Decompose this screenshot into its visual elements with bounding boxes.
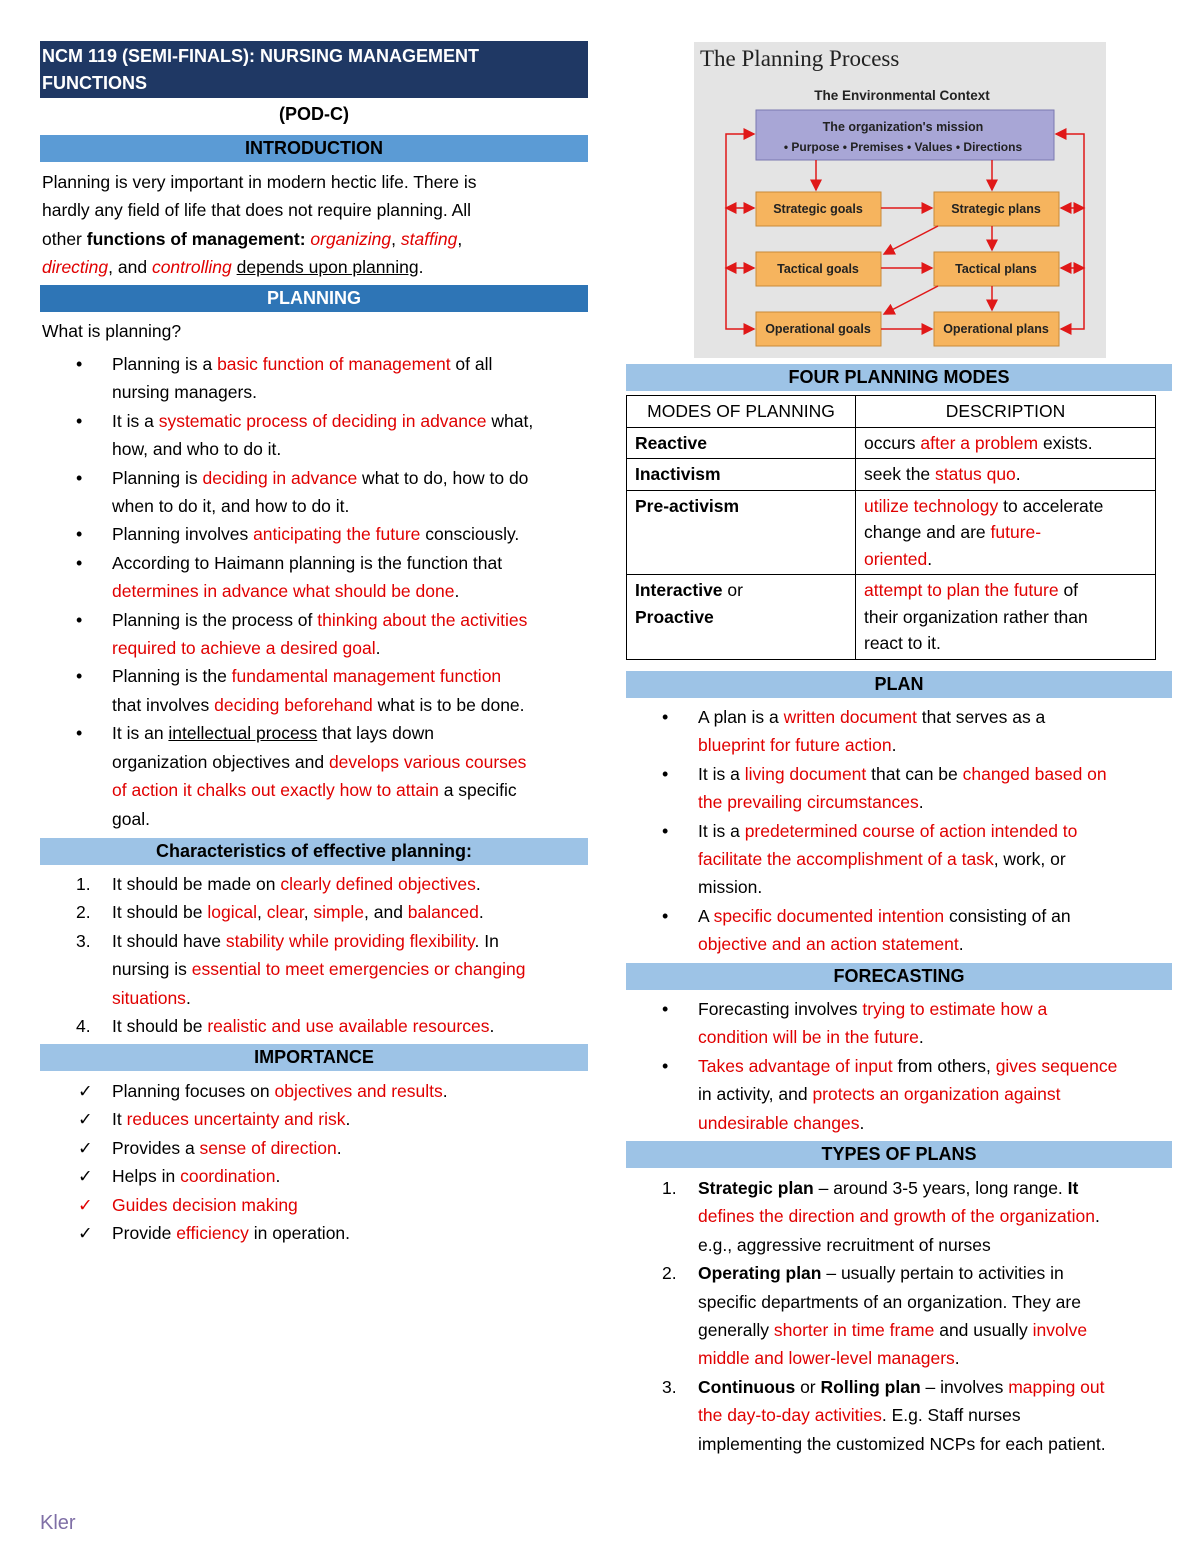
diagram-context: The Environmental Context (814, 88, 990, 103)
list-item: 2. Operating plan – usually pertain to activities in specific departments of an organization. They are generally shorter in time frame and usually involve middle and lower-level managers. (662, 1263, 1088, 1369)
list-item: • It is a predetermined course of action intended to facilitate the accomplishment of a task, work, or mission. (626, 817, 1186, 902)
text: depends upon planning (236, 257, 419, 278)
characteristics-heading: Characteristics of effective planning: (40, 838, 588, 865)
intro-line (42, 225, 588, 253)
table-header-row (627, 396, 1156, 428)
importance-heading: IMPORTANCE (40, 1044, 588, 1071)
checkmark-icon: ✓ (78, 1137, 93, 1158)
list-item: • Takes advantage of input from others, gives sequence in activity, and protects an organization against undesirable changes. (626, 1052, 1186, 1137)
checkmark-icon: ✓ (78, 1194, 93, 1215)
list-item: ✓ Provides a sense of direction. (40, 1134, 600, 1162)
importance-list (40, 1077, 600, 1247)
mission-items: • Purpose • Premises • Values • Directions (783, 140, 1023, 154)
list-item: • Planning is the process of thinking about the activities required to achieve a desired goal. (40, 606, 600, 663)
title-line-2: FUNCTIONS (42, 73, 147, 93)
document-title (40, 41, 588, 98)
footer-author: Kler (40, 1512, 76, 1534)
table-cell: occurs after a problem exists. (856, 427, 1156, 459)
plan-heading: PLAN (626, 671, 1172, 698)
list-item: ✓ Provide efficiency in operation. (40, 1219, 600, 1247)
list-item: 4. It should be realistic and use available resources. (76, 1016, 495, 1037)
list-item: • A plan is a written document that serves as a blueprint for future action. (626, 703, 1186, 760)
introduction-text (42, 168, 588, 282)
mission-label: The organization's mission (822, 120, 984, 134)
table-cell: utilize technology to accelerate change and are future- oriented. (856, 490, 1156, 575)
text: . (418, 257, 424, 278)
diagram-svg (694, 42, 1106, 358)
list-item: • Forecasting involves trying to estimate how a condition will be in the future. (626, 995, 1186, 1052)
list-item: • Planning is deciding in advance what to do, how to do when to do it, and how to do it. (40, 464, 600, 521)
table-row (627, 575, 1156, 660)
strategic-plans-label: Strategic plans (951, 202, 1041, 216)
list-item: • It is an intellectual process that lays down organization objectives and develops various courses of action it chalks out exactly how to attain a specific goal. (40, 719, 600, 833)
text: organizing (310, 228, 392, 249)
checkmark-icon: ✓ (78, 1081, 93, 1101)
subtitle: (POD-C) (279, 104, 349, 124)
table-row (627, 459, 1156, 491)
checkmark-icon: ✓ (78, 1166, 93, 1187)
text: controlling (151, 257, 232, 278)
intro-line (42, 253, 588, 281)
title-line-1: NCM 119 (SEMI-FINALS): NURSING MANAGEMENT (42, 46, 480, 66)
planning-bullets (40, 350, 600, 833)
table-cell: Inactivism (627, 459, 856, 491)
text: , (457, 228, 463, 249)
table-header: DESCRIPTION (856, 396, 1156, 428)
operational-plans-label: Operational plans (943, 322, 1049, 336)
list-item: 1. Strategic plan – around 3-5 years, long range. It defines the direction and growth of the organization. e.g., aggressive recruitment of nurses (662, 1178, 1100, 1255)
types-heading: TYPES OF PLANS (626, 1141, 1172, 1168)
list-item: ✓ Planning focuses on objectives and results. (40, 1077, 600, 1105)
text: directing (42, 257, 109, 278)
table-cell: Interactive or Proactive (627, 575, 856, 660)
forecasting-bullets (626, 995, 1186, 1137)
operational-goals-label: Operational goals (765, 322, 871, 336)
list-item: 1. It should be made on clearly defined objectives. (76, 874, 481, 894)
tactical-plans-label: Tactical plans (955, 262, 1037, 276)
strategic-goals-label: Strategic goals (773, 202, 863, 216)
list-item: • Planning is the fundamental management function that involves deciding beforehand what is to be done. (40, 662, 600, 719)
list-item: ✓ Guides decision making (40, 1191, 600, 1219)
text: other (42, 228, 87, 249)
checkmark-icon: ✓ (78, 1223, 93, 1244)
list-item: 2. It should be logical, clear, simple, and balanced. (76, 902, 484, 923)
types-list (626, 1174, 1186, 1458)
planning-question: What is planning? (42, 321, 182, 341)
intro-line: hardly any field of life that does not require planning. All (42, 200, 472, 221)
text: staffing (400, 228, 458, 249)
tactical-goals-label: Tactical goals (777, 262, 859, 276)
diagram-title: The Planning Process (700, 46, 900, 71)
table-cell: seek the status quo. (856, 459, 1156, 491)
text: : (299, 228, 311, 249)
text: functions of management (86, 228, 300, 249)
list-item: • Planning involves anticipating the future consciously. (40, 520, 600, 548)
characteristics-list (40, 870, 600, 1040)
list-item: ✓ It reduces uncertainty and risk. (40, 1105, 600, 1133)
table-header: MODES OF PLANNING (627, 396, 856, 428)
checkmark-icon: ✓ (78, 1109, 93, 1130)
list-item: 3. Continuous or Rolling plan – involves mapping out the day-to-day activities. E.g. Staff nurses implementing the customized NCPs for each patient. (662, 1376, 1106, 1454)
text: , and (108, 257, 152, 278)
modes-heading: FOUR PLANNING MODES (626, 364, 1172, 391)
diagram-arrows (726, 134, 1084, 329)
list-item: 3. It should have stability while providing flexibility. In nursing is essential to meet emergencies or changing situations. (76, 930, 526, 1008)
text: , (391, 228, 401, 249)
list-item: ✓ Helps in coordination. (40, 1162, 600, 1190)
planning-heading: PLANNING (40, 285, 588, 312)
forecasting-heading: FORECASTING (626, 963, 1172, 990)
table-row (627, 427, 1156, 459)
table-row (627, 490, 1156, 575)
intro-line: Planning is very important in modern hectic life. There is (42, 172, 477, 192)
list-item: • It is a systematic process of deciding in advance what, how, and who to do it. (40, 407, 600, 464)
introduction-heading: INTRODUCTION (40, 135, 588, 162)
list-item: • It is a living document that can be changed based on the prevailing circumstances. (626, 760, 1186, 817)
list-item: • Planning is a basic function of management of all nursing managers. (40, 350, 600, 407)
plan-bullets (626, 703, 1186, 959)
table-cell: Pre-activism (627, 490, 856, 575)
planning-process-diagram (694, 42, 1106, 358)
list-item: • According to Haimann planning is the function that determines in advance what should be done. (40, 549, 600, 606)
table-cell: Reactive (627, 427, 856, 459)
modes-table (626, 395, 1156, 660)
table-cell: attempt to plan the future of their organization rather than react to it. (856, 575, 1156, 660)
list-item: • A specific documented intention consisting of an objective and an action statement. (626, 902, 1186, 959)
